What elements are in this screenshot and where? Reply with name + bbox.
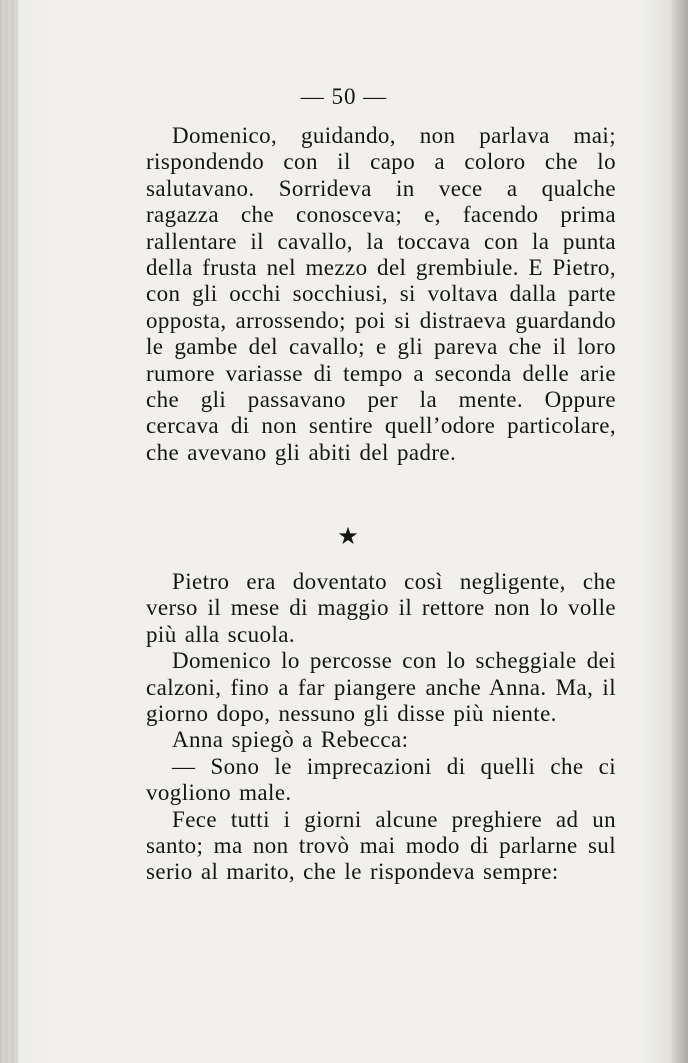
section-separator	[0, 522, 688, 552]
paragraph: Pietro era doventato così negligente, che verso il mese di maggio il rettore non lo volle più alla scuola.	[146, 569, 616, 647]
paragraph: Domenico, guidando, non parlava mai; rispondendo con il capo a coloro che lo salutavano. Sorrideva in vece a qualche ragazza che conosceva; e, facendo prima rallentare il cavallo, la toccava con la punta della frusta nel mezzo del grembiule. E Pietro, con gli occhi socchiusi, si voltava dalla parte opposta, arrossendo; poi si distraeva guardando le gambe del cavallo; e gli pareva che il loro rumore variasse di tempo a seconda delle arie che gli passavano per la mente. Oppure cercava di non sentire quell’odore particolare, che avevano gli abiti del padre.	[146, 123, 616, 465]
star-icon: ★	[337, 524, 359, 550]
text-section-1	[146, 123, 616, 466]
paragraph: Domenico lo percosse con lo scheggiale dei calzoni, fino a far piangere anche Anna. Ma, il giorno dopo, nessuno gli disse più niente.	[146, 648, 616, 727]
page-number: — 50 —	[300, 84, 388, 109]
paragraph: Fece tutti i giorni alcune preghiere ad un santo; ma non trovò mai modo di parlarne sul serio al marito, che le rispondeva sempre:	[146, 806, 616, 885]
text-section-2	[146, 569, 616, 886]
paragraph: — Sono le imprecazioni di quelli che ci vogliono male.	[146, 753, 616, 806]
paragraph: Anna spiegò a Rebecca:	[172, 727, 409, 753]
